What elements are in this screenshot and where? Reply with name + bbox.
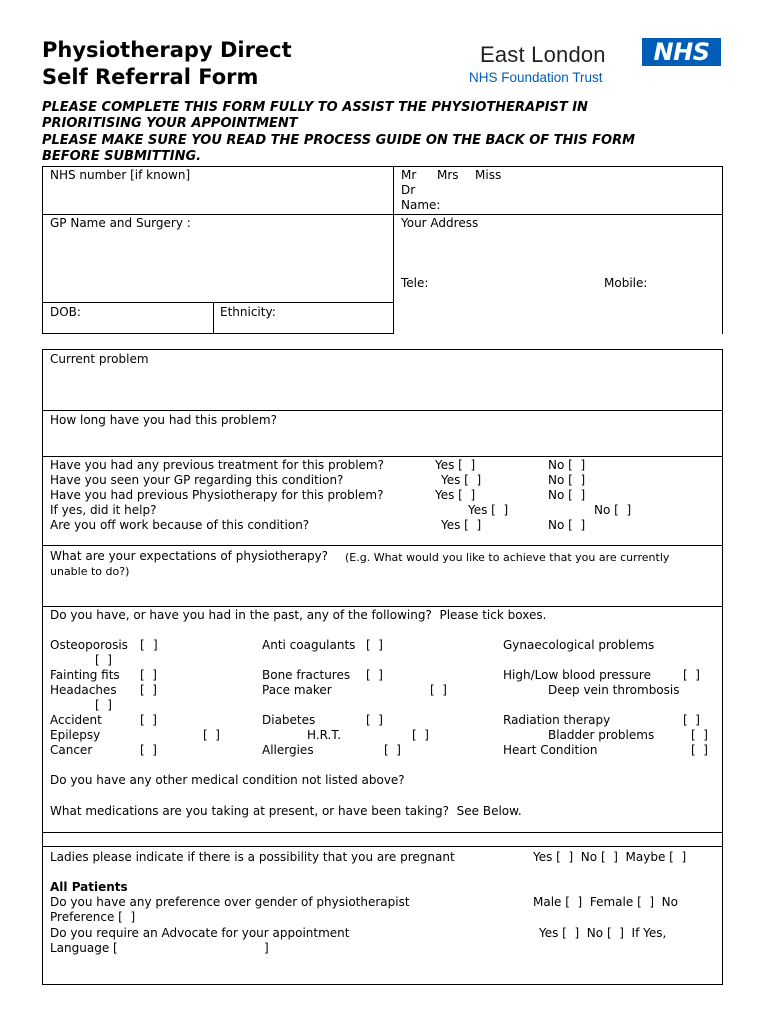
condition-pace-maker: Pace maker xyxy=(262,683,332,697)
no-preference-checkbox[interactable]: Preference [ ] xyxy=(50,910,136,924)
advocate-options[interactable]: Yes [ ] No [ ] If Yes, xyxy=(539,926,667,940)
medications-field[interactable]: What medications are you taking at present, or have been taking? See Below. xyxy=(50,804,522,818)
fainting-fits-checkbox[interactable]: [ ] xyxy=(140,668,157,682)
title-dr-option[interactable]: Dr xyxy=(401,183,416,197)
condition-accident: Accident xyxy=(50,713,102,727)
heart-condition-checkbox[interactable]: [ ] xyxy=(691,743,708,757)
condition-heart: Heart Condition xyxy=(503,743,598,757)
name-field[interactable]: Name: xyxy=(401,198,441,212)
off-work-no-checkbox[interactable]: No [ ] xyxy=(548,518,586,532)
title-mr-option[interactable]: Mr xyxy=(401,168,417,182)
condition-radiation-therapy: Radiation therapy xyxy=(503,713,611,727)
ethnicity-field[interactable]: Ethnicity: xyxy=(220,305,276,319)
nhs-number-field[interactable]: NHS number [if known] xyxy=(50,168,191,182)
did-it-help-yes-checkbox[interactable]: Yes [ ] xyxy=(468,503,509,517)
condition-bone-fractures: Bone fractures xyxy=(262,668,351,682)
condition-fainting-fits: Fainting fits xyxy=(50,668,120,682)
accident-checkbox[interactable]: [ ] xyxy=(140,713,157,727)
dvt-checkbox[interactable]: [ ] xyxy=(95,698,112,712)
hrt-checkbox[interactable]: [ ] xyxy=(412,728,429,742)
gp-name-field[interactable]: GP Name and Surgery : xyxy=(50,216,191,230)
instruction-line-4: BEFORE SUBMITTING. xyxy=(42,149,202,164)
diabetes-checkbox[interactable]: [ ] xyxy=(366,713,383,727)
language-field-close: ] xyxy=(264,941,269,955)
all-patients-heading: All Patients xyxy=(50,880,128,894)
radiation-therapy-checkbox[interactable]: [ ] xyxy=(683,713,700,727)
blood-pressure-checkbox[interactable]: [ ] xyxy=(683,668,700,682)
history-intro: Do you have, or have you had in the past, any of the following? Please tick boxes. xyxy=(50,608,547,622)
expectations-hint-line1: (E.g. What would you like to achieve that you are currently xyxy=(345,551,670,564)
seen-gp-no-checkbox[interactable]: No [ ] xyxy=(548,473,586,487)
previous-treatment-yes-checkbox[interactable]: Yes [ ] xyxy=(435,458,476,472)
previous-physio-no-checkbox[interactable]: No [ ] xyxy=(548,488,586,502)
expectations-hint-line2: unable to do?) xyxy=(50,565,130,578)
form-title-line1: Physiotherapy Direct xyxy=(42,38,292,62)
dob-field[interactable]: DOB: xyxy=(50,305,81,319)
pace-maker-checkbox[interactable]: [ ] xyxy=(430,683,447,697)
instruction-line-2: PRIORITISING YOUR APPOINTMENT xyxy=(42,116,298,131)
osteoporosis-checkbox-close[interactable]: ] xyxy=(153,638,158,652)
epilepsy-checkbox[interactable]: [ ] xyxy=(203,728,220,742)
language-field-open[interactable]: Language [ xyxy=(50,941,118,955)
cancer-checkbox[interactable]: [ ] xyxy=(140,743,157,757)
previous-physio-yes-checkbox[interactable]: Yes [ ] xyxy=(435,488,476,502)
previous-treatment-no-checkbox[interactable]: No [ ] xyxy=(548,458,586,472)
anticoagulants-checkbox[interactable]: [ ] xyxy=(366,638,383,652)
question-did-it-help: If yes, did it help? xyxy=(50,503,157,517)
condition-osteoporosis: Osteoporosis xyxy=(50,638,128,652)
condition-blood-pressure: High/Low blood pressure xyxy=(503,668,651,682)
instruction-line-1: PLEASE COMPLETE THIS FORM FULLY TO ASSIST THE PHYSIOTHERAPIST IN xyxy=(42,100,588,115)
org-subtitle: NHS Foundation Trust xyxy=(469,70,603,85)
question-off-work: Are you off work because of this condition? xyxy=(50,518,310,532)
allergies-checkbox[interactable]: [ ] xyxy=(384,743,401,757)
condition-anticoagulants: Anti coagulants xyxy=(262,638,356,652)
expectations-field[interactable]: What are your expectations of physiotherapy? xyxy=(50,549,329,563)
telephone-field[interactable]: Tele: xyxy=(401,276,429,290)
pregnancy-question: Ladies please indicate if there is a possibility that you are pregnant xyxy=(50,850,455,864)
nhs-logo: NHS xyxy=(642,38,721,66)
title-mrs-option[interactable]: Mrs xyxy=(437,168,459,182)
question-previous-physio: Have you had previous Physiotherapy for this problem? xyxy=(50,488,384,502)
bladder-problems-checkbox[interactable]: [ ] xyxy=(691,728,708,742)
question-seen-gp: Have you seen your GP regarding this condition? xyxy=(50,473,344,487)
condition-headaches: Headaches xyxy=(50,683,117,697)
form-title-line2: Self Referral Form xyxy=(42,65,259,89)
org-name: East London xyxy=(480,42,606,67)
gender-preference-options[interactable]: Male [ ] Female [ ] No xyxy=(533,895,679,909)
bone-fractures-checkbox[interactable]: [ ] xyxy=(366,668,383,682)
headaches-checkbox[interactable]: [ ] xyxy=(140,683,157,697)
current-problem-field[interactable]: Current problem xyxy=(50,352,149,366)
condition-gynaecological: Gynaecological problems xyxy=(503,638,655,652)
instruction-line-3: PLEASE MAKE SURE YOU READ THE PROCESS GUIDE ON THE BACK OF THIS FORM xyxy=(42,133,636,148)
question-previous-treatment: Have you had any previous treatment for this problem? xyxy=(50,458,384,472)
mobile-field[interactable]: Mobile: xyxy=(604,276,648,290)
condition-dvt: Deep vein thrombosis xyxy=(548,683,680,697)
condition-diabetes: Diabetes xyxy=(262,713,316,727)
condition-hrt: H.R.T. xyxy=(307,728,342,742)
off-work-yes-checkbox[interactable]: Yes [ ] xyxy=(441,518,482,532)
gender-preference-question: Do you have any preference over gender of physiotherapist xyxy=(50,895,410,909)
osteoporosis-checkbox-open[interactable]: [ xyxy=(140,638,145,652)
condition-allergies: Allergies xyxy=(262,743,314,757)
pregnancy-options[interactable]: Yes [ ] No [ ] Maybe [ ] xyxy=(533,850,687,864)
condition-cancer: Cancer xyxy=(50,743,93,757)
seen-gp-yes-checkbox[interactable]: Yes [ ] xyxy=(441,473,482,487)
address-field[interactable]: Your Address xyxy=(401,216,479,230)
other-conditions-field[interactable]: Do you have any other medical condition not listed above? xyxy=(50,773,405,787)
condition-bladder-problems: Bladder problems xyxy=(548,728,655,742)
did-it-help-no-checkbox[interactable]: No [ ] xyxy=(594,503,632,517)
title-miss-option[interactable]: Miss xyxy=(475,168,502,182)
advocate-question: Do you require an Advocate for your appointment xyxy=(50,926,350,940)
gynaecological-checkbox[interactable]: [ ] xyxy=(95,653,112,667)
condition-epilepsy: Epilepsy xyxy=(50,728,101,742)
problem-duration-field[interactable]: How long have you had this problem? xyxy=(50,413,277,427)
